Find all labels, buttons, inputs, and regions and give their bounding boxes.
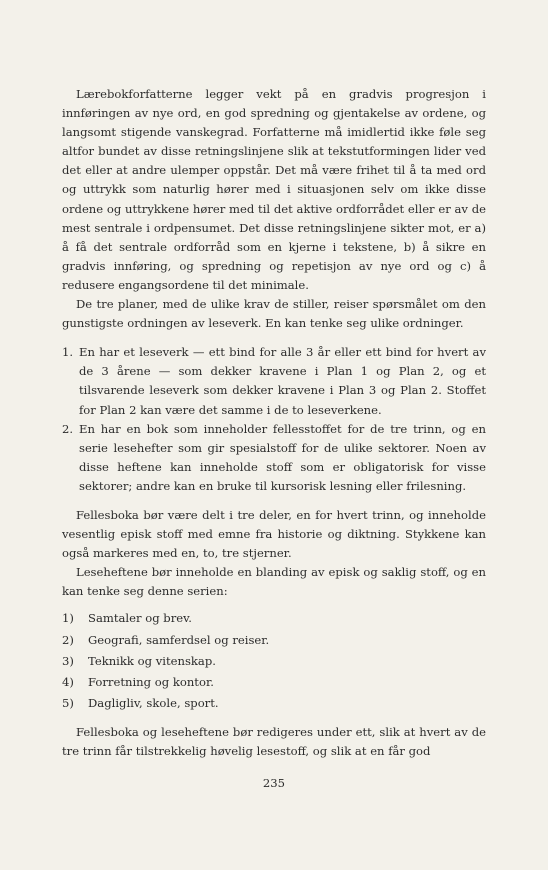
topics-list-item (62, 652, 486, 671)
topics-list-item (62, 673, 486, 692)
topics-list-item (62, 631, 486, 650)
list-item-text: Geografi, samferdsel og reiser. (88, 632, 270, 647)
paragraph-plans-question: De tre planer, med de ulike krav de stiller, reiser spørsmålet om den gunstigste ordningen av leseverk. En kan tenke seg ulike ordninger. (62, 297, 486, 331)
paragraph-fellesboka: Fellesboka bør være delt i tre deler, en for hvert trinn, og inneholde vesentlig episk stoff med emne fra historie og diktning. Stykkene kan også markeres med en, to, tre stjerner. (62, 507, 486, 561)
plans-list (62, 343, 486, 496)
list-item-text: En har en bok som inneholder fellesstoffet for de tre trinn, og en serie lesehefter som gir spesialstoff for de ulike sektorer. Noen av disse heftene kan inneholde stoff som er obligatorisk for visse sektorer; andre kan en bruke til kursorisk lesning eller frilesning. (79, 421, 486, 493)
topics-list (62, 609, 486, 712)
list-item-number: 2) (62, 632, 74, 647)
list-item-number: 1. (62, 345, 74, 360)
paragraph-lesehefter: Leseheftene bør inneholde en blanding av episk og saklig stoff, og en kan tenke seg denne serien: (62, 565, 486, 599)
list-item-text: Teknikk og vitenskap. (88, 653, 216, 668)
list-item-text: Samtaler og brev. (88, 611, 192, 626)
list-item-text: Dagligliv, skole, sport. (88, 695, 219, 710)
list-item-number: 1) (62, 611, 74, 626)
plans-list-item (62, 343, 486, 419)
list-item-text: En har et leseverk — ett bind for alle 3 år eller ett bind for hvert av de 3 årene — som dekker kravene i Plan 1 og Plan 2, og et tilsvarende leseverk som dekker kravene i Plan 3 og Plan 2. Stoffet for Plan 2 kan være det samme i de to leseverkene. (79, 345, 486, 417)
plans-list-item (62, 420, 486, 496)
topics-list-item (62, 694, 486, 713)
list-item-number: 5) (62, 695, 74, 710)
paragraph-closing: Fellesboka og leseheftene bør redigeres under ett, slik at hvert av de tre trinn får tilstrekkelig høvelig lesestoff, og slik at en får god (62, 724, 486, 758)
list-item-number: 4) (62, 674, 74, 689)
list-item-number: 3) (62, 653, 74, 668)
page-number: 235 (262, 776, 286, 790)
list-item-number: 2. (62, 421, 74, 436)
topics-list-item (62, 609, 486, 628)
paragraph-intro: Lærebokforfatterne legger vekt på en gradvis progresjon i innføringen av nye ord, en god spredning og gjentakelse av ordene, og langsomt stigende vanskegrad. Forfatterne må imidlertid ikke føle seg altfor bundet av disse retningslinjene slik at tekstutformingen lider ved det eller at andre ulemper oppstår. Det må være frihet til å ta med ord og uttrykk som naturlig hører med i situasjonen selv om ikke disse ordene og uttrykkene hører med til det aktive ordforrådet eller er av de mest sentrale i ordpensumet. Det disse retningslinjene sikter mot, er a) å få det sentrale ordforråd som en kjerne i tekstene, b) å sikre en gradvis innføring, og spredning og repetisjon av nye ord og c) å redusere engangsordene til det minimale. (62, 87, 486, 292)
list-item-text: Forretning og kontor. (88, 674, 214, 689)
